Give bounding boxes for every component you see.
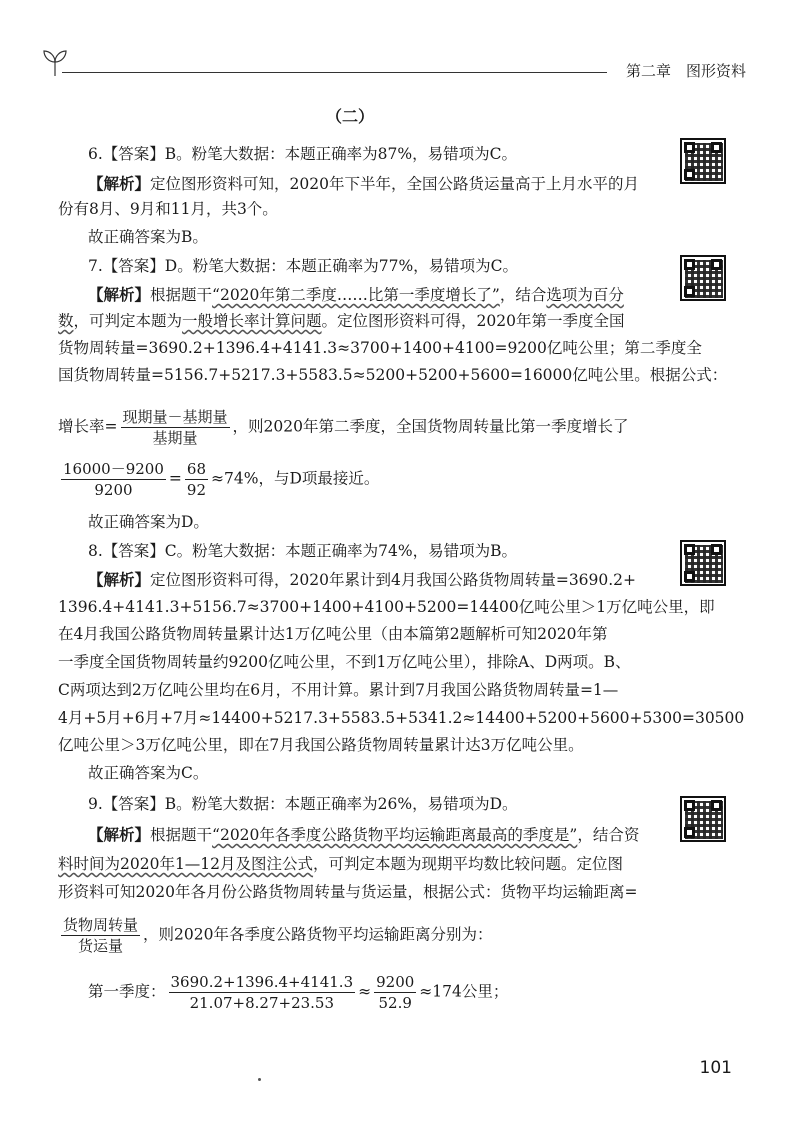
fraction-denominator: 52.9 <box>378 994 412 1012</box>
q9-text: ，结合资 <box>577 826 640 844</box>
q7-question-type: 一般增长率计算问题 <box>182 312 322 330</box>
calc-fraction <box>61 459 166 500</box>
header-rule <box>62 72 607 73</box>
q7-option-note-end: 数 <box>58 312 74 330</box>
q8-analysis-line2: 1396.4+4141.3+5156.7≈3700+1400+4100+5200=14400亿吨公里＞1万亿吨公里，即 <box>58 598 715 616</box>
analysis-label: 【解析】 <box>88 285 151 304</box>
q7-calc-line <box>58 459 658 500</box>
q9-q1-calc <box>88 972 688 1013</box>
q7-analysis-line3: 货物周转量=3690.2+1396.4+4141.3≈3700+1400+4100=9200亿吨公里；第二季度全 <box>58 339 702 357</box>
qr-code-q9 <box>680 796 726 842</box>
q9-text: ，可判定本题为现期平均数比较问题。定位图 <box>313 855 624 873</box>
fraction-numerator: 现期量－基期量 <box>122 408 228 426</box>
q9-stem-quote: “2020年各季度公路货物平均运输距离最高的季度是” <box>212 826 578 844</box>
q6-answer: 6.【答案】B。粉笔大数据：本题正确率为87%，易错项为C。 <box>88 145 517 163</box>
q8-analysis-line5: C两项达到2万亿吨公里均在6月，不用计算。累计到7月我国公路货物周转量=1— <box>58 681 619 699</box>
analysis-label: 【解析】 <box>88 825 151 844</box>
fraction-numerator: 9200 <box>376 973 415 991</box>
q8-analysis-line3: 在4月我国公路货物周转量累计达1万亿吨公里（由本篇第2题解析可知2020年第 <box>58 625 608 643</box>
q7-text: ≈74%，与D项最接近。 <box>211 469 380 488</box>
calc-fraction-reduced <box>185 459 208 500</box>
approx-sign: ≈ <box>358 982 372 1001</box>
qr-code-q6 <box>680 138 726 184</box>
q9-formula-line <box>58 915 658 956</box>
q7-analysis-line1 <box>88 282 688 308</box>
fraction-denominator: 基期量 <box>152 429 198 447</box>
chapter-header: 第二章 图形资料 <box>625 62 746 80</box>
fraction-numerator: 68 <box>186 460 206 478</box>
qr-code-q8 <box>680 540 726 586</box>
q7-conclusion: 故正确答案为D。 <box>88 513 209 531</box>
q9-text: 根据题干 <box>150 826 213 844</box>
q7-analysis-line2 <box>58 309 658 334</box>
fraction-numerator: 货物周转量 <box>63 916 139 934</box>
fraction-denominator: 9200 <box>94 481 133 499</box>
fraction-denominator: 21.07+8.27+23.53 <box>189 994 335 1012</box>
q8-analysis-line1 <box>88 567 688 593</box>
fraction-numerator: 3690.2+1396.4+4141.3 <box>170 973 354 991</box>
analysis-label: 【解析】 <box>88 174 151 193</box>
q7-text: ，则2020年第二季度，全国货物周转量比第一季度增长了 <box>232 417 629 436</box>
fraction-denominator: 货运量 <box>78 937 124 955</box>
qr-code-q7 <box>680 255 726 301</box>
q8-conclusion: 故正确答案为C。 <box>88 764 209 782</box>
q1-fraction <box>169 972 356 1013</box>
q7-answer: 7.【答案】D。粉笔大数据：本题正确率为77%，易错项为C。 <box>88 257 519 275</box>
q7-analysis-line4: 国货物周转量=5156.7+5217.3+5583.5≈5200+5200+5600=16000亿吨公里。根据公式： <box>58 366 728 384</box>
section-title: （二） <box>325 107 374 126</box>
growth-rate-fraction <box>121 407 230 448</box>
fraction-denominator: 92 <box>186 481 206 499</box>
q8-text: 定位图形资料可得，2020年累计到4月我国公路货物周转量=3690.2+ <box>150 571 637 589</box>
q7-formula-line <box>58 407 658 448</box>
quarter-label: 第一季度： <box>88 982 166 1001</box>
q9-analysis-line2 <box>58 852 658 877</box>
analysis-label: 【解析】 <box>88 570 151 589</box>
q8-analysis-line7: 亿吨公里＞3万亿吨公里，即在7月我国公路货物周转量累计达3万亿吨公里。 <box>58 736 584 754</box>
q8-answer: 8.【答案】C。粉笔大数据：本题正确率为74%，易错项为B。 <box>88 542 517 560</box>
q9-text: ，则2020年各季度公路货物平均运输距离分别为： <box>143 925 493 944</box>
q7-text: 。定位图形资料可得，2020年第一季度全国 <box>321 312 625 330</box>
q6-analysis-text: 定位图形资料可知，2020年下半年，全国公路货运量高于上月水平的月 <box>150 175 639 193</box>
q9-answer: 9.【答案】B。粉笔大数据：本题正确率为26%，易错项为D。 <box>88 795 518 813</box>
q1-fraction-approx <box>374 972 416 1013</box>
q9-analysis-line1 <box>88 822 688 848</box>
q7-text: ，结合 <box>499 286 547 304</box>
formula-label: 增长率= <box>58 417 118 436</box>
q8-analysis-line6: 4月+5月+6月+7月≈14400+5217.3+5583.5+5341.2≈14400+5200+5600+5300=30500 <box>58 709 745 727</box>
q6-analysis-line2: 份有8月、9月和11月，共3个。 <box>58 200 278 218</box>
q7-text: 根据题干 <box>150 286 213 304</box>
q7-stem-quote: “2020年第二季度……比第一季度增长了” <box>212 286 500 304</box>
distance-fraction <box>61 915 140 956</box>
q6-analysis-line1 <box>88 171 688 197</box>
print-speck <box>258 1078 261 1081</box>
fraction-numerator: 16000－9200 <box>63 460 164 478</box>
q9-time-note: 料时间为2020年1—12月及图注公式 <box>58 855 314 873</box>
q6-conclusion: 故正确答案为B。 <box>88 228 208 246</box>
q9-text: ≈174公里； <box>419 982 509 1001</box>
q7-option-note: 选项为百分 <box>546 286 624 304</box>
page-number: 101 <box>699 1058 732 1078</box>
q9-analysis-line3: 形资料可知2020年各月份公路货物周转量与货运量，根据公式：货物平均运输距离= <box>58 883 638 901</box>
q7-text: ，可判定本题为 <box>73 312 183 330</box>
q8-analysis-line4: 一季度全国货物周转量约9200亿吨公里，不到1万亿吨公里），排除A、D两项。B、 <box>58 653 631 671</box>
equals-sign: = <box>168 469 182 488</box>
leaf-icon <box>40 48 70 78</box>
